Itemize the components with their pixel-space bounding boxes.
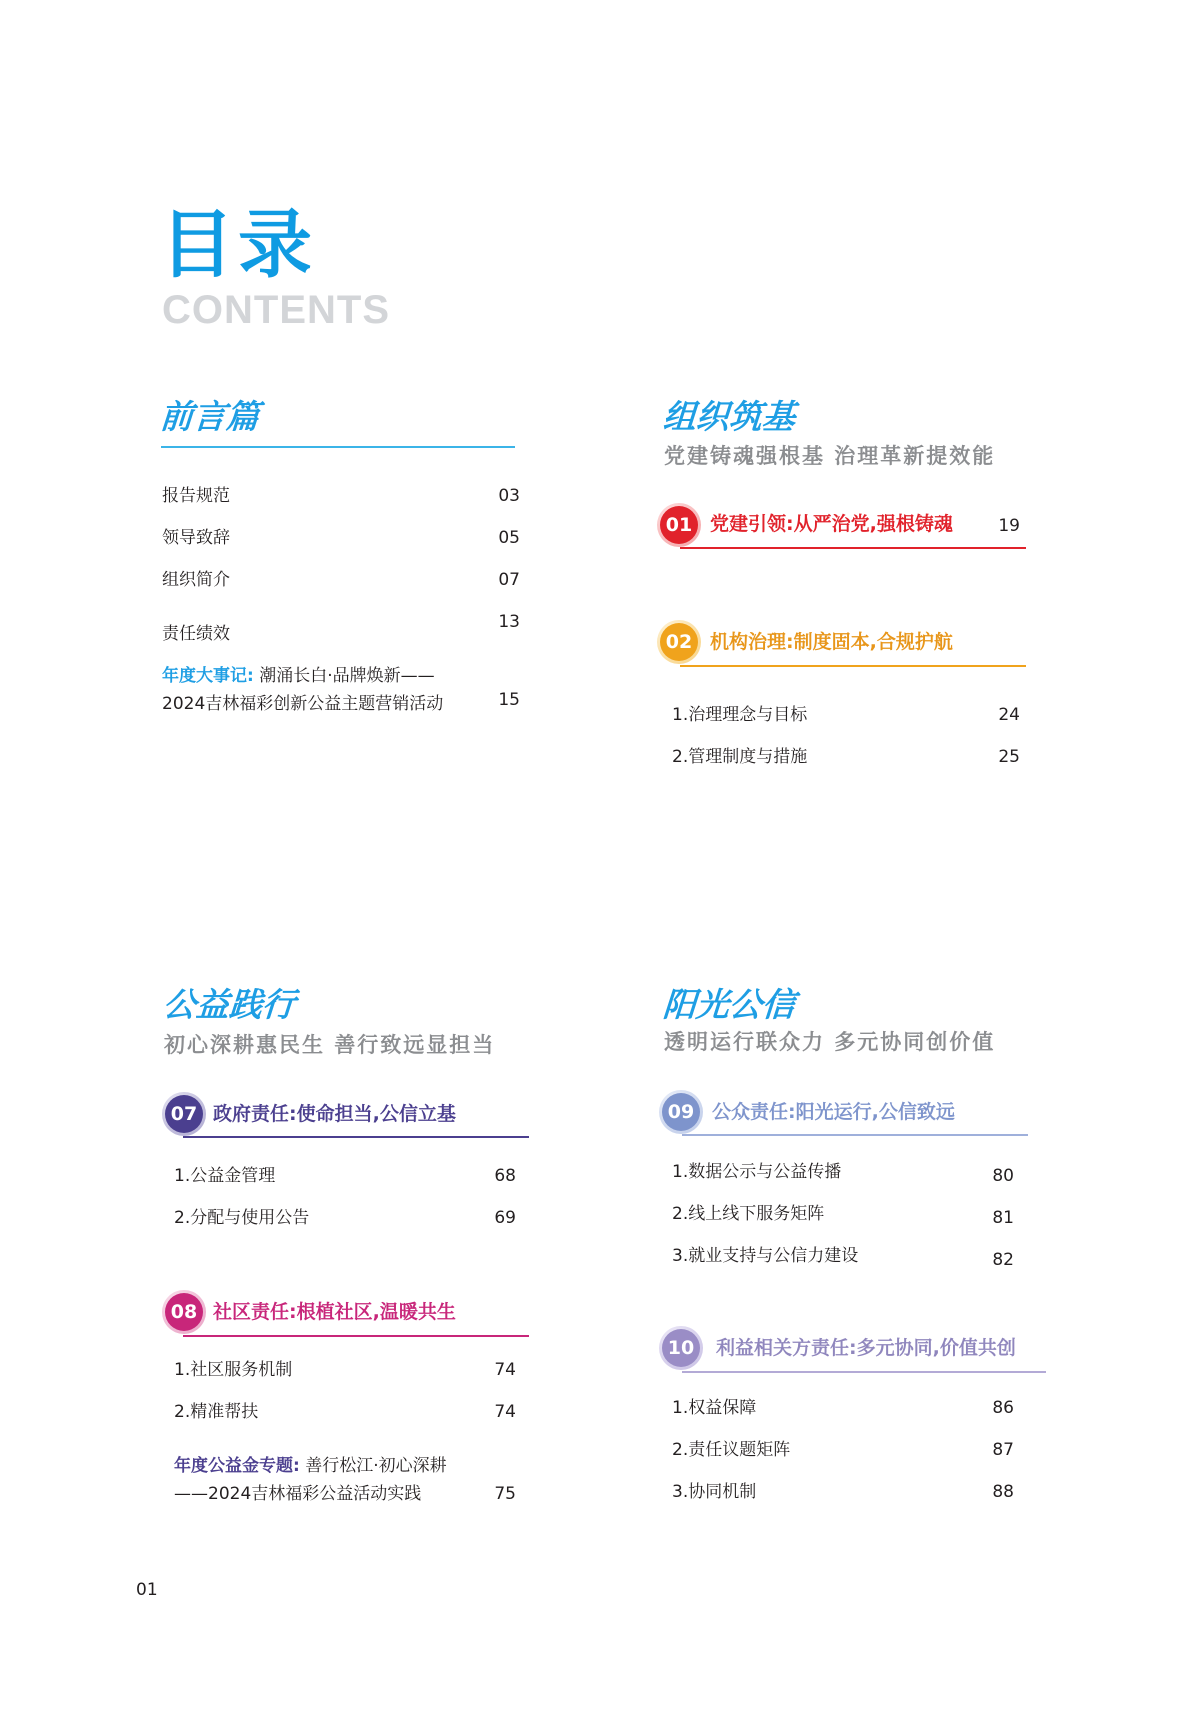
toc-item-page: 87 xyxy=(992,1440,1014,1460)
toc-item-page: 13 xyxy=(498,612,520,632)
toc-item-label[interactable]: 1.治理理念与目标 xyxy=(672,705,808,725)
toc-item-label[interactable]: 2.分配与使用公告 xyxy=(174,1208,310,1228)
toc-item-page: 15 xyxy=(498,690,520,710)
section-title-org: 组织筑基 xyxy=(661,397,797,436)
section-subtitle-welfare: 初心深耕惠民生 善行致远显担当 xyxy=(164,1033,496,1057)
section-title-welfare: 公益践行 xyxy=(161,985,297,1024)
chapter-title[interactable]: 公众责任:阳光运行,公信致远 xyxy=(712,1101,955,1123)
toc-item-label[interactable]: 2.精准帮扶 xyxy=(174,1402,259,1422)
toc-item-label[interactable]: 组织简介 xyxy=(162,570,230,590)
chapter-divider xyxy=(680,547,1026,549)
toc-item-page: 75 xyxy=(494,1484,516,1504)
toc-item-label[interactable]: 1.权益保障 xyxy=(672,1398,757,1418)
toc-item-label[interactable]: 责任绩效 xyxy=(162,624,230,644)
special-feature-line2[interactable]: ——2024吉林福彩公益活动实践 xyxy=(174,1484,422,1504)
toc-item-label[interactable]: 1.社区服务机制 xyxy=(174,1360,293,1380)
toc-item-page: 74 xyxy=(494,1402,516,1422)
chapter-title[interactable]: 党建引领:从严治党,强根铸魂 xyxy=(710,513,953,535)
special-feature-highlight: 年度公益金专题: xyxy=(174,1456,300,1476)
chapter-number-badge: 01 xyxy=(660,506,698,544)
chapter-number-badge: 02 xyxy=(660,623,698,661)
toc-item-page: 80 xyxy=(992,1166,1014,1186)
toc-item-label[interactable]: 3.就业支持与公信力建设 xyxy=(672,1246,859,1266)
section-title-sunshine: 阳光公信 xyxy=(661,985,797,1024)
toc-item-page: 25 xyxy=(998,747,1020,767)
toc-item-page: 68 xyxy=(494,1166,516,1186)
toc-item-label[interactable]: 领导致辞 xyxy=(162,528,230,548)
page-number: 01 xyxy=(136,1580,158,1600)
toc-item-label[interactable]: 3.协同机制 xyxy=(672,1482,757,1502)
toc-item-label[interactable]: 2.责任议题矩阵 xyxy=(672,1440,791,1460)
toc-item-page: 86 xyxy=(992,1398,1014,1418)
chapter-number-badge: 08 xyxy=(165,1293,203,1331)
chapter-title[interactable]: 利益相关方责任:多元协同,价值共创 xyxy=(716,1337,1016,1359)
toc-item-page: 69 xyxy=(494,1208,516,1228)
chapter-title[interactable]: 政府责任:使命担当,公信立基 xyxy=(213,1103,456,1125)
chapter-divider xyxy=(183,1136,529,1138)
special-feature-highlight: 年度大事记: xyxy=(162,666,254,686)
section-divider xyxy=(161,446,515,448)
section-title-preface: 前言篇 xyxy=(158,397,261,436)
toc-item-page: 82 xyxy=(992,1250,1014,1270)
chapter-page: 19 xyxy=(998,516,1020,536)
chapter-number-badge: 09 xyxy=(662,1093,700,1131)
special-feature-line1[interactable] xyxy=(162,668,435,685)
special-feature-line1[interactable] xyxy=(174,1458,447,1475)
page-subtitle: CONTENTS xyxy=(162,288,390,332)
toc-item-page: 07 xyxy=(498,570,520,590)
section-subtitle-sunshine: 透明运行联众力 多元协同创价值 xyxy=(664,1030,996,1054)
toc-item-page: 74 xyxy=(494,1360,516,1380)
special-feature-text: 潮涌长白·品牌焕新—— xyxy=(259,666,435,686)
chapter-title[interactable]: 机构治理:制度固本,合规护航 xyxy=(710,631,953,653)
chapter-divider xyxy=(682,1371,1046,1373)
chapter-divider xyxy=(680,665,1026,667)
toc-item-label[interactable]: 报告规范 xyxy=(162,486,230,506)
special-feature-line2[interactable]: 2024吉林福彩创新公益主题营销活动 xyxy=(162,694,444,714)
chapter-number-badge: 10 xyxy=(662,1329,700,1367)
chapter-divider xyxy=(183,1335,529,1337)
chapter-title[interactable]: 社区责任:根植社区,温暖共生 xyxy=(213,1301,456,1323)
toc-item-page: 24 xyxy=(998,705,1020,725)
chapter-divider xyxy=(682,1134,1028,1136)
toc-item-label[interactable]: 1.数据公示与公益传播 xyxy=(672,1162,842,1182)
toc-item-page: 81 xyxy=(992,1208,1014,1228)
chapter-number-badge: 07 xyxy=(165,1095,203,1133)
toc-item-label[interactable]: 1.公益金管理 xyxy=(174,1166,276,1186)
special-feature-text: 善行松江·初心深耕 xyxy=(305,1456,447,1476)
section-subtitle-org: 党建铸魂强根基 治理革新提效能 xyxy=(664,444,996,468)
toc-item-label[interactable]: 2.线上线下服务矩阵 xyxy=(672,1204,825,1224)
page-title: 目录 xyxy=(160,202,316,288)
toc-item-page: 05 xyxy=(498,528,520,548)
toc-item-page: 03 xyxy=(498,486,520,506)
toc-item-label[interactable]: 2.管理制度与措施 xyxy=(672,747,808,767)
toc-item-page: 88 xyxy=(992,1482,1014,1502)
